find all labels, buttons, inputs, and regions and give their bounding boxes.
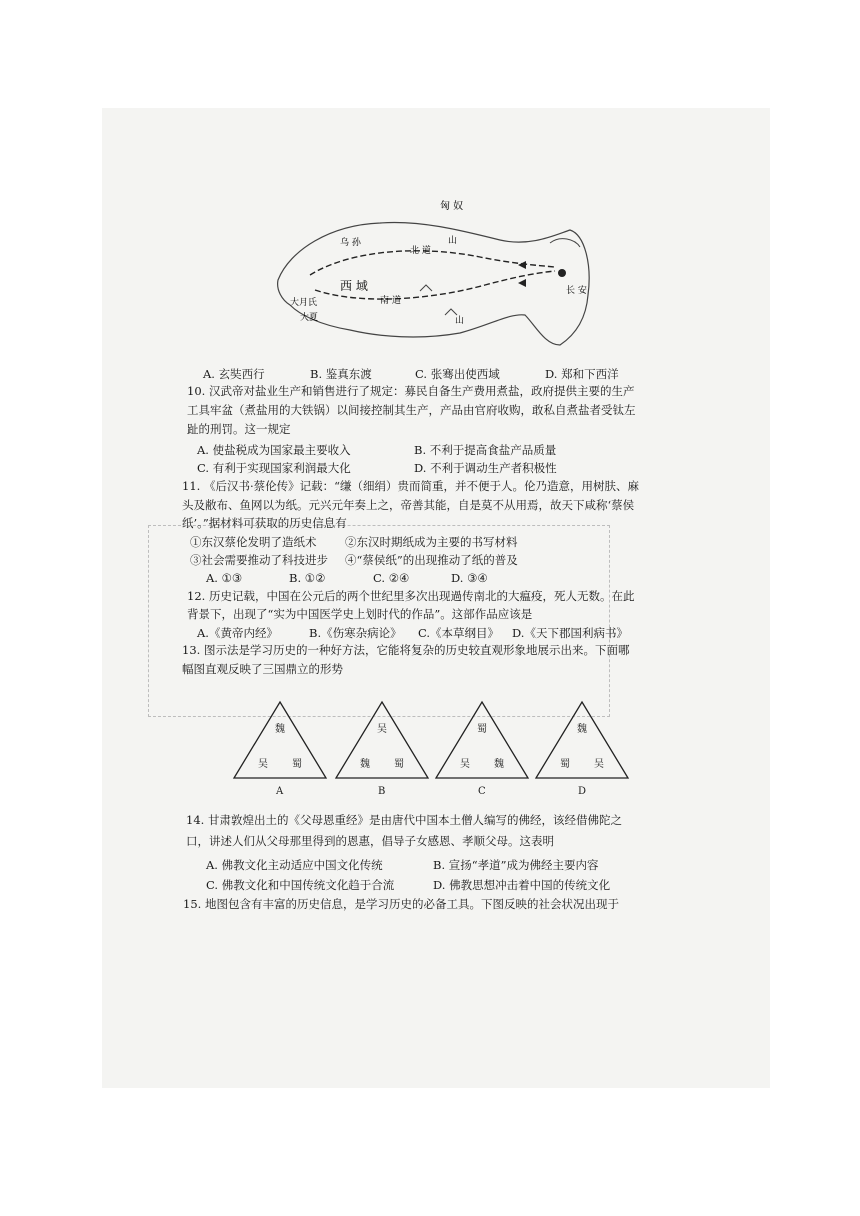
q9-option-b: B. 鉴真东渡 [310, 367, 372, 381]
q10-option-d: D. 不利于调动生产者积极性 [414, 461, 557, 475]
q12-option-d: D.《天下郡国利病书》 [512, 626, 628, 640]
triangle-c-top: 蜀 [477, 724, 487, 735]
map-label-north-route: 北 道 [410, 246, 431, 256]
triangle-d-left: 蜀 [560, 759, 570, 770]
triangle-a-caption: A [276, 786, 284, 797]
triangle-c-left: 吴 [460, 759, 470, 770]
map-label-wusun: 乌 孙 [340, 238, 361, 248]
map-label-changan: 长 安 [566, 286, 587, 296]
q11-stem-line-3: 纸’。”据材料可获取的历史信息有 [182, 516, 347, 530]
q10-stem-line-3: 趾的刑罚。这一规定 [187, 422, 291, 436]
q10-stem-line-2: 工具牢盆（煮盐用的大铁锅）以间接控制其生产，产品由官府收购，敢私自煮盐者受钛左 [187, 403, 636, 417]
q14-option-d: D. 佛教思想冲击着中国的传统文化 [433, 878, 611, 892]
triangle-diagram-d [532, 700, 632, 810]
triangle-d-caption: D [578, 786, 587, 797]
triangle-b-left: 魏 [360, 759, 370, 770]
q10-option-b: B. 不利于提高食盐产品质量 [414, 443, 557, 457]
q12-option-a: A.《黄帝内经》 [197, 626, 278, 640]
map-label-xiongnu: 匈 奴 [440, 201, 464, 212]
q11-item-3: ③社会需要推动了科技进步 [190, 553, 328, 567]
map-label-mountain-south: 山 [455, 316, 465, 326]
q11-stem-line-2: 头及敝布、鱼网以为纸。元兴元年奏上之，帝善其能，自是莫不从用焉，故天下咸称‘蔡侯 [182, 498, 635, 512]
triangle-b-caption: B [378, 786, 386, 797]
q12-stem-line-1: 12. 历史记载，中国在公元后的两个世纪里多次出现過传南北的大瘟疫，死人无数。在此 [187, 589, 635, 603]
triangle-d-right: 吴 [594, 759, 604, 770]
triangle-c-right: 魏 [494, 759, 504, 770]
q10-option-c: C. 有利于实现国家利润最大化 [197, 461, 351, 475]
q10-stem-line-1: 10. 汉武帝对盐业生产和销售进行了规定：募民自备生产费用煮盐，政府提供主要的生产 [187, 384, 635, 398]
map-label-daxia: 大夏 [300, 313, 319, 323]
triangle-d-top: 魏 [577, 724, 587, 735]
map-label-mountain-north: 山 [448, 236, 458, 246]
triangle-a-right: 蜀 [292, 759, 302, 770]
triangle-a-top: 魏 [275, 724, 285, 735]
triangle-b-right: 蜀 [394, 759, 404, 770]
q15-stem-line-1: 15. 地图包含有丰富的历史信息，是学习历史的必备工具。下图反映的社会状况出现于 [183, 897, 619, 911]
q9-option-c: C. 张骞出使西域 [415, 367, 500, 381]
q13-stem-line-2: 幅图直观反映了三国鼎立的形势 [182, 662, 343, 676]
map-drawing [270, 195, 595, 355]
triangle-b-top: 吴 [377, 724, 387, 735]
triangle-a-left: 吴 [258, 759, 268, 770]
q14-option-b: B. 宣扬“孝道”成为佛经主要内容 [433, 858, 599, 872]
q9-option-d: D. 郑和下西洋 [545, 367, 619, 381]
q14-option-a: A. 佛教文化主动适应中国文化传统 [206, 858, 383, 872]
map-label-south-route: 南 道 [380, 296, 401, 306]
q11-item-1: ①东汉蔡伦发明了造纸术 [190, 535, 317, 549]
q11-option-b: B. ①② [289, 571, 326, 585]
q11-item-4: ④“蔡侯纸”的出现推动了纸的普及 [345, 553, 518, 567]
map-label-xiyu: 西 域 [340, 279, 368, 293]
q11-item-2: ②东汉时期纸成为主要的书写材料 [345, 535, 518, 549]
silk-road-map [270, 195, 595, 355]
q10-option-a: A. 使盐税成为国家最主要收入 [197, 443, 351, 457]
map-label-dayuezhi: 大月氏 [290, 298, 318, 308]
triangle-diagram-c [432, 700, 532, 810]
q9-option-a: A. 玄奘西行 [203, 367, 265, 381]
q14-option-c: C. 佛教文化和中国传统文化趋于合流 [206, 878, 395, 892]
q11-option-c: C. ②④ [373, 571, 410, 585]
q14-stem-line-1: 14. 甘肃敦煌出土的《父母恩重经》是由唐代中国本土僧人编写的佛经，该经借佛陀之 [186, 813, 622, 827]
triangle-diagram-a [230, 700, 330, 810]
triangle-c-caption: C [478, 786, 486, 797]
q11-option-d: D. ③④ [451, 571, 488, 585]
q11-stem-line-1: 11. 《后汉书·蔡伦传》记载：“缣（细绢）贵而简重，并不便于人。伦乃造意，用树肤、麻 [182, 479, 639, 493]
q12-option-c: C.《本草纲目》 [418, 626, 500, 640]
q14-stem-line-2: 口，讲述人们从父母那里得到的恩惠，倡导子女感恩、孝顺父母。这表明 [186, 834, 554, 848]
q12-option-b: B.《伤寒杂病论》 [309, 626, 402, 640]
q12-stem-line-2: 背景下，出现了“实为中国医学史上划时代的作品”。这部作品应该是 [187, 607, 533, 621]
q13-stem-line-1: 13. 图示法是学习历史的一种好方法，它能将复杂的历史较直观形象地展示出来。下面哪 [182, 643, 630, 657]
triangle-diagram-b [332, 700, 432, 810]
q11-option-a: A. ①③ [206, 571, 243, 585]
